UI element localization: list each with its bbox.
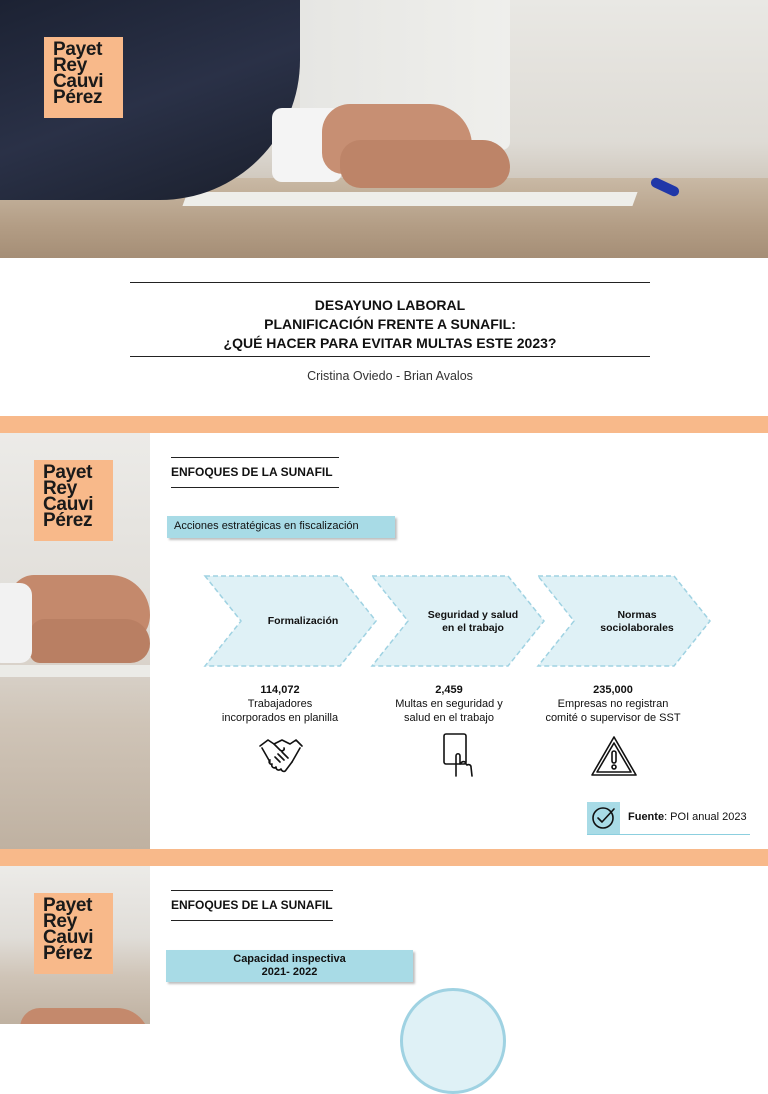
- logo-line: Payet: [43, 895, 93, 916]
- cover-authors: Cristina Oviedo - Brian Avalos: [307, 369, 473, 383]
- stat-desc: Empresas no registran: [557, 698, 669, 710]
- logo-line: Payet: [43, 462, 93, 483]
- source-value: : POI anual 2023: [664, 811, 747, 823]
- tap-icon: [441, 732, 477, 778]
- logo-line: Cauvi: [43, 494, 94, 515]
- stat-desc: salud en el trabajo: [404, 712, 494, 724]
- stat-value: 2,459: [435, 684, 463, 696]
- section-tag-label: Acciones estratégicas en fiscalización: [174, 520, 359, 532]
- cover-title-line: ¿QUÉ HACER PARA EVITAR MULTAS ESTE 2023?: [223, 335, 557, 351]
- handshake-icon: [258, 734, 304, 774]
- logo-line: Pérez: [43, 943, 93, 964]
- section-rule-top: [171, 890, 333, 891]
- section-rule-bottom: [171, 487, 339, 488]
- title-rule-top: [130, 282, 650, 283]
- source-check-box: [587, 802, 620, 834]
- brand-logo: [34, 893, 113, 974]
- step-label-line: Seguridad y salud: [427, 609, 519, 621]
- step-label-line: en el trabajo: [442, 622, 504, 634]
- title-rule-bottom: [130, 356, 650, 357]
- stat-block: [205, 683, 355, 725]
- section-title: ENFOQUES DE LA SUNAFIL: [171, 465, 333, 479]
- logo-line: Rey: [53, 55, 87, 76]
- stat-desc: Multas en seguridad y: [395, 698, 503, 710]
- section-rule-bottom: [171, 920, 333, 921]
- cover-title-line: DESAYUNO LABORAL: [314, 297, 466, 313]
- slide-separator: [0, 416, 768, 433]
- stat-desc: comité o supervisor de SST: [545, 712, 681, 724]
- source-label: Fuente: [628, 811, 665, 823]
- cover-title: [130, 296, 650, 353]
- step-label: [577, 609, 697, 635]
- brand-logo: [44, 37, 123, 118]
- stat-block: [374, 683, 524, 725]
- source-note: [628, 811, 747, 823]
- check-circle-icon: [587, 802, 620, 834]
- cover-title-line: PLANIFICACIÓN FRENTE A SUNAFIL:: [264, 316, 516, 332]
- stat-desc: Trabajadores: [247, 698, 313, 710]
- hand: [340, 140, 510, 188]
- step-label-line: sociolaborales: [600, 622, 674, 634]
- stat-value: 235,000: [593, 684, 633, 696]
- source-underline: [587, 834, 750, 835]
- step-label: [245, 615, 361, 628]
- section-title: ENFOQUES DE LA SUNAFIL: [171, 898, 333, 912]
- logo-line: Cauvi: [43, 927, 94, 948]
- step-label-line: Normas: [617, 609, 657, 621]
- logo-line: Payet: [53, 39, 103, 60]
- brand-logo: [34, 460, 113, 541]
- logo-line: Rey: [43, 911, 77, 932]
- step-label: [413, 609, 533, 635]
- stat-desc: incorporados en planilla: [221, 712, 339, 724]
- logo-line: Cauvi: [53, 71, 104, 92]
- section-tag: [166, 950, 413, 982]
- section-tag-line: Capacidad inspectiva: [233, 953, 346, 965]
- paper-sheet: [182, 192, 637, 206]
- section-rule-top: [171, 457, 339, 458]
- stat-value: 114,072: [260, 684, 300, 696]
- circle-graphic: [400, 988, 506, 1094]
- section-tag-line: 2021- 2022: [261, 966, 318, 978]
- logo-line: Pérez: [53, 87, 103, 108]
- logo-line: Rey: [43, 478, 77, 499]
- warning-icon: [590, 735, 638, 777]
- section-tag: [167, 516, 395, 538]
- step-label-line: Formalización: [267, 615, 339, 627]
- slide-separator: [0, 849, 768, 866]
- stat-block: [533, 683, 693, 725]
- logo-line: Pérez: [43, 510, 93, 531]
